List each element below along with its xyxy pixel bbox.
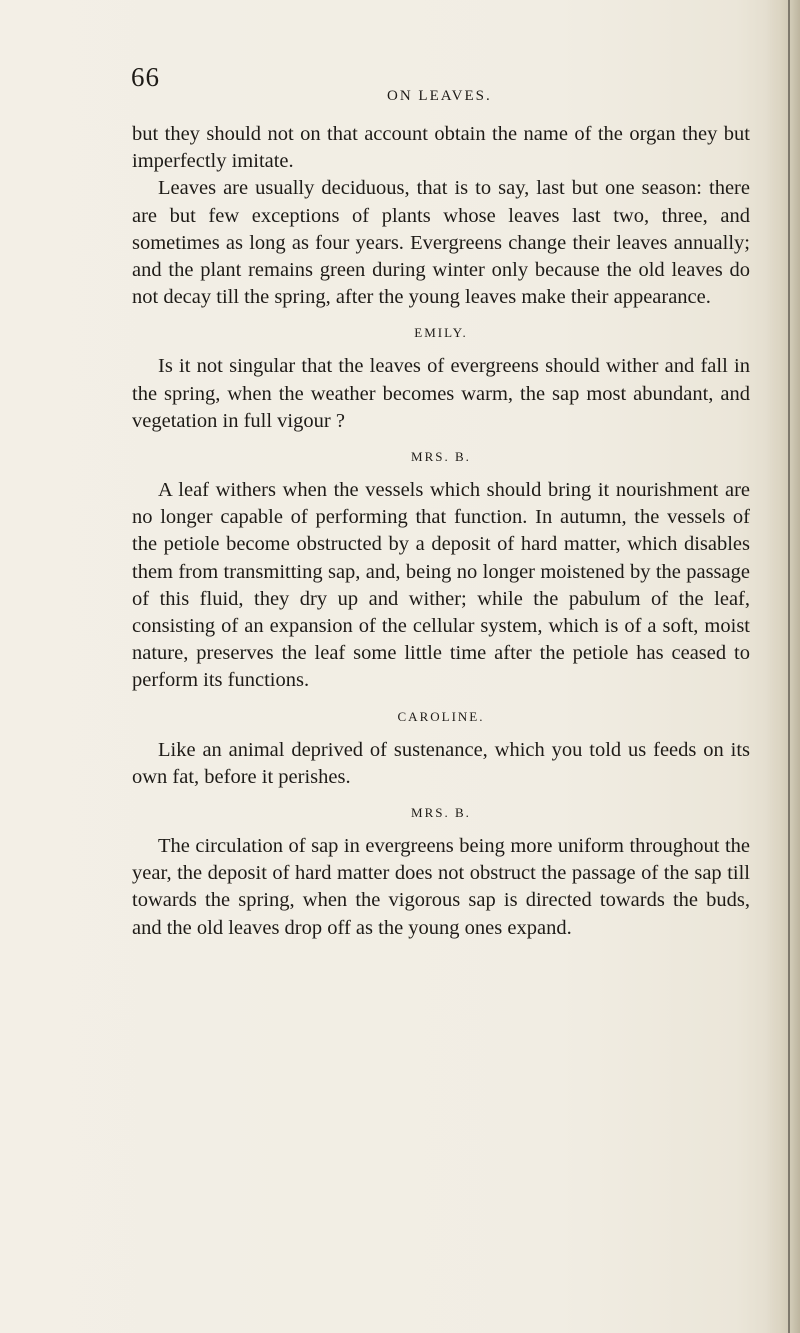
- body-text: [132, 121, 750, 942]
- speaker-mrs-b: MRS. B.: [411, 449, 471, 465]
- page-gutter-shadow: [766, 0, 800, 1333]
- speaker-emily: EMILY.: [414, 325, 468, 341]
- speaker-mrs-b-second: MRS. B.: [411, 805, 471, 821]
- speaker-caroline: CAROLINE.: [397, 708, 485, 724]
- page-edge-line: [788, 0, 790, 1333]
- paragraph-evergreen-circulation: The circulation of sap in evergreens being more uniform throughout the year, the deposit of hard matter does not obstruct the passage of the sap till towards the spring, when the vigorous sap is directed towards the buds, and the old leaves drop off as the young ones expand.: [132, 835, 750, 939]
- paragraph-leaf-withers: A leaf withers when the vessels which should bring it nourishment are no longer capable of performing that function. In autumn, the vessels of the petiole become obstructed by a deposit of hard matter, which disables them from transmitting sap, and, being no longer moistened by the passage of this fluid, they dry up and wither; while the pabulum of the leaf, consisting of an expansion of the cellular system, which is of a soft, moist nature, preserves the leaf some little time after the petiole has ceased to perform its functions.: [132, 479, 750, 692]
- paragraph-deciduous: Leaves are usually deciduous, that is to say, last but one season: there are but few exceptions of plants whose leaves last two, three, and sometimes as long as four years. Evergreens change their leaves annually; and the plant remains green during winter only because the old leaves do not decay till the spring, after the young leaves make their appearance.: [132, 177, 750, 309]
- page-number: 66: [131, 62, 160, 92]
- running-head: ON LEAVES.: [387, 88, 492, 104]
- paragraph-caroline-reply: Like an animal deprived of sustenance, which you told us feeds on its own fat, before it perishes.: [132, 738, 750, 788]
- paragraph-emily-question: Is it not singular that the leaves of evergreens should wither and fall in the spring, when the weather becomes warm, the sap most abundant, and vegetation in full vigour ?: [132, 355, 750, 432]
- paragraph-continuation: but they should not on that account obtain the name of the organ they but imperfectly imitate.: [132, 123, 750, 173]
